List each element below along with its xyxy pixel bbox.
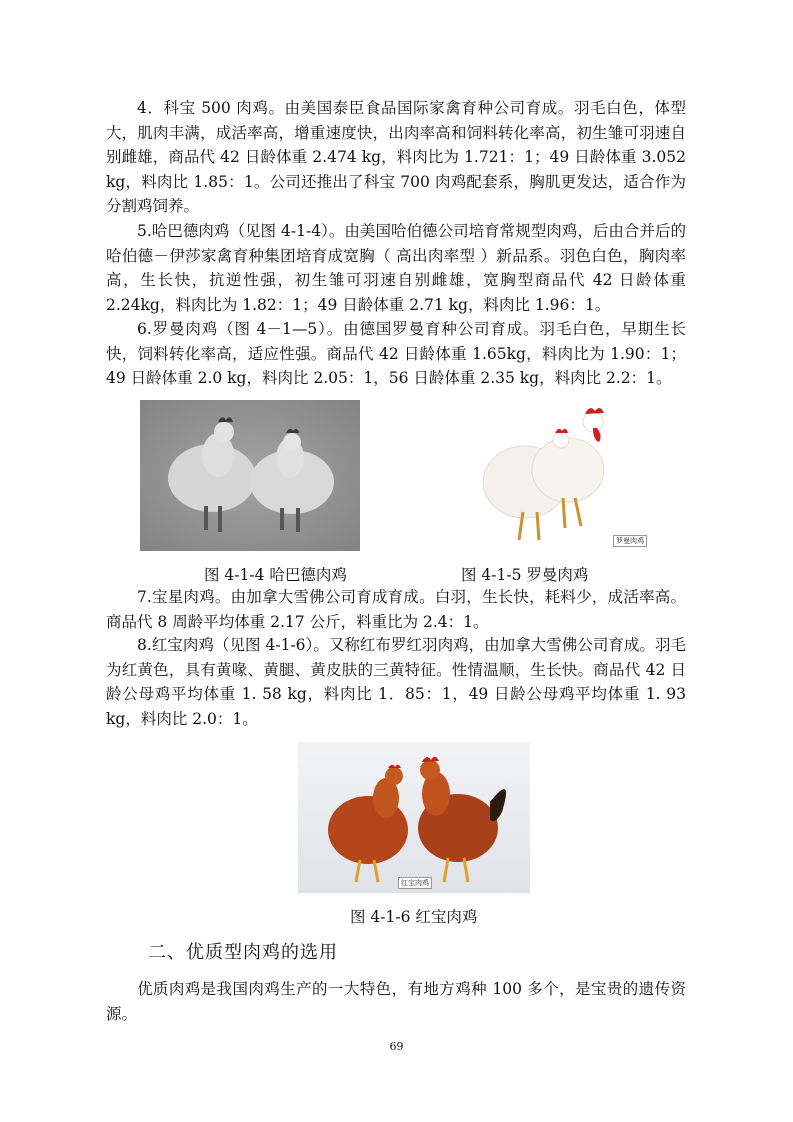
paragraph-quality-broiler: 优质肉鸡是我国肉鸡生产的一大特色，有地方鸡种 100 多个，是宝贵的遗传资源。 (106, 980, 686, 1023)
figure-caption-hubbard: 图 4-1-4 哈巴德肉鸡 (204, 566, 347, 584)
figure-hubbard-broiler-photo (140, 400, 360, 551)
paragraph-kebao-500: 4．科宝 500 肉鸡。由美国泰臣食品国际家禽育种公司育成。羽毛白色，体型大，肌肉丰满，成活率高，增重速度快，出肉率高和饲料转化率高，初生雏可羽速自别雌雄，商品代 42 日龄体重 2.474 kg，料肉比为 1.721：1；49 日龄体重 3.052 kg，料肉比 1.85：1。公司还推出了科宝 700 肉鸡配套系，胸肌更发达，适合作为分割鸡饲养。 (106, 99, 686, 215)
figure-lohmann-broiler-photo (453, 400, 655, 551)
page-number: 69 (389, 1040, 404, 1053)
figure-hongbao-broiler-photo (298, 742, 530, 893)
paragraph-lohmann: 6.罗曼肉鸡（图 4－1—5）。由德国罗曼育种公司育成。羽毛白色，早期生长快，饲料转化率高，适应性强。商品代 42 日龄体重 1.65kg，料肉比为 1.90：1；49 日龄体重 2.0 kg，料肉比 2.05：1，56 日龄体重 2.35 kg，料肉比 2.2：1。 (106, 320, 686, 387)
lohmann-photo-tag: 罗曼肉鸡 (613, 535, 647, 547)
section-heading: 二、优质型肉鸡的选用 (148, 942, 338, 963)
figure-caption-hongbao: 图 4-1-6 红宝肉鸡 (350, 908, 478, 926)
paragraph-hongbao: 8.红宝肉鸡（见图 4-1-6）。又称红布罗红羽肉鸡，由加拿大雪佛公司育成。羽毛为红黄色，具有黄喙、黄腿、黄皮肤的三黄特征。性情温顺，生长快。商品代 42 日龄公母鸡平均体重 1. 58 kg，料肉比 1．85：1，49 日龄公母鸡平均体重 1. 93 kg，料肉比 2.0：1。 (106, 636, 686, 728)
figure-caption-lohmann: 图 4-1-5 罗曼肉鸡 (461, 566, 589, 584)
paragraph-baoxing: 7.宝星肉鸡。由加拿大雪佛公司育成育成。白羽，生长快，耗料少，成活率高。商品代 8 周龄平均体重 2.17 公斤，料重比为 2.4：1。 (106, 588, 686, 631)
hongbao-photo-tag: 红宝肉鸡 (398, 877, 432, 889)
paragraph-hubbard: 5.哈巴德肉鸡（见图 4-1-4）。由美国哈伯德公司培育常规型肉鸡，后由合并后的哈伯德－伊莎家禽育种集团培育成宽胸（ 高出肉率型 ）新品系。羽色白色，胸肉率高，生长快，抗逆性强，初生雏可羽速自别雌雄，宽胸型商品代 42 日龄体重 2.24kg，料肉比为 1.82：1；49 日龄体重 2.71 kg，料肉比 1.96：1。 (106, 222, 686, 314)
